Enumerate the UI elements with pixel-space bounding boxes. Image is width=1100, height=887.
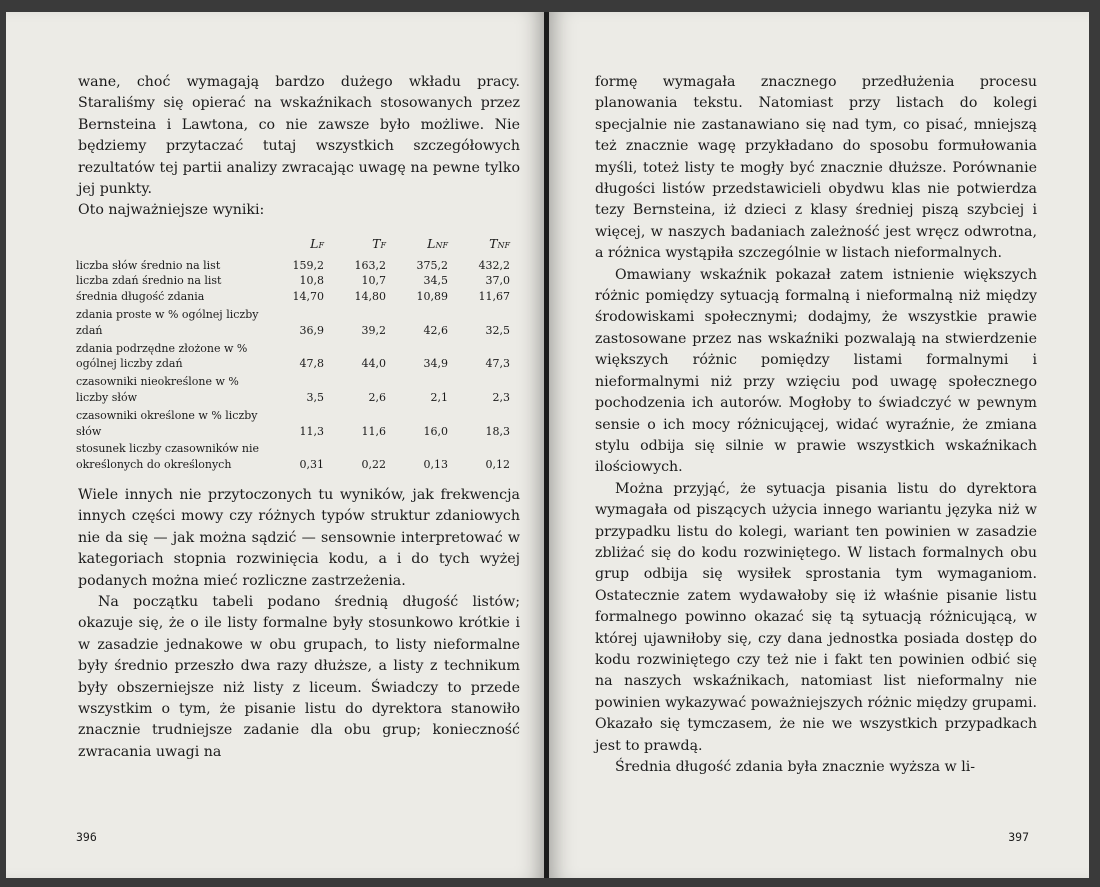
column-header: TF [372, 235, 386, 251]
page-number: 397 [1008, 830, 1029, 844]
paragraph: Na początku tabeli podano średnią długość listów; okazuje się, że o ile listy formalne były stosunkowo krótkie i w zasadzie jednakowe w obu grupach, to listy nieformalne były średnio przeszło dwa razy dłuższe, a listy z technikum były obszerniejsze niż listy z liceum. Świadczy to przede wszystkim o tym, że pisanie listu do dyrektora stanowiło znacznie trudniejsze zadanie dla obu grup; konieczność zwracania uwagi na [78, 594, 520, 760]
row-label: czasowniki nieokreślone w % liczby słów [76, 375, 239, 405]
row-label: zdania podrzędne złożone w % ogólnej liczby zdań [76, 341, 248, 371]
cell: 3,5 [306, 391, 324, 405]
cell: 14,80 [354, 290, 386, 304]
paragraph: Średnia długość zdania była znacznie wyższa w li- [615, 759, 976, 775]
table-row [76, 372, 520, 406]
cell: 34,5 [423, 274, 448, 288]
right-page [549, 12, 1089, 878]
row-label: liczba słów średnio na list [76, 258, 221, 272]
cell: 10,7 [361, 274, 386, 288]
cell: 10,89 [416, 290, 448, 304]
cell: 375,2 [416, 258, 448, 272]
cell: 14,70 [292, 290, 324, 304]
row-label: średnia długość zdania [76, 290, 205, 304]
cell: 0,12 [485, 458, 510, 472]
row-label: liczba zdań średnio na list [76, 274, 222, 288]
cell: 2,6 [368, 391, 386, 405]
left-page [6, 12, 544, 878]
paragraph: Można przyjąć, że sytuacja pisania listu do dyrektora wymagała od piszących użycia innego wariantu języka niż w przypadku listu do kolegi, wariant ten powinien w zasadzie zbliżać się do kodu rozwiniętego. W listach formalnych obu grup odbija się wysiłek sprostania tym wymaganiom. Ostatecznie zatem wydawałoby się iż właśnie pisanie listu formalnego powinno okazać się tą sytuacją różnicującą, w której ujawniłoby się, czy dana jednostka posiada dostęp do kodu rozwiniętego czy też nie i fakt ten powinien odbić się na naszych wskaźnikach, natomiast list nieformalny nie powinien wykazywać poważniejszych różnic między grupami. Okazało się tymczasem, że nie we wszystkich przypadkach jest to prawdą. [595, 480, 1037, 754]
cell: 42,6 [423, 323, 448, 337]
column-header: LNF [427, 235, 448, 251]
cell: 18,3 [485, 424, 510, 438]
cell: 37,0 [485, 274, 510, 288]
table-row [76, 439, 520, 473]
cell: 11,3 [299, 424, 324, 438]
paragraph: formę wymagała znacznego przedłużenia procesu planowania tekstu. Natomiast przy listach do kolegi specjalnie nie zastanawiano się nad tym, co pisać, mniejszą też znacznie wagę przykładano do sposobu formułowania myśli, toteż listy te mogły być znacznie dłuższe. Porównanie długości listów przedstawicieli obydwu klas nie potwierdza tezy Bernsteina, iż dzieci z klasy średniej piszą szybciej i więcej, w naszych badaniach zależność jest wręcz odwrotna, a różnica wystąpiła szczególnie w listach nieformalnych. [595, 74, 1037, 262]
table-header-row [76, 236, 520, 258]
table-row [76, 339, 520, 373]
column-header: TNF [489, 235, 510, 251]
table-row [76, 406, 520, 440]
table-row [76, 258, 520, 274]
cell: 47,3 [485, 357, 510, 371]
cell: 39,2 [361, 323, 386, 337]
row-label: stosunek liczby czasowników nie określonych do określonych [76, 442, 260, 472]
row-label: czasowniki określone w % liczby słów [76, 408, 258, 438]
row-label: zdania proste w % ogólnej liczby zdań [76, 308, 259, 337]
cell: 2,1 [430, 391, 448, 405]
cell: 163,2 [354, 258, 386, 272]
cell: 32,5 [485, 323, 510, 337]
table-row [76, 273, 520, 289]
cell: 44,0 [361, 357, 386, 371]
cell: 0,31 [299, 458, 324, 472]
cell: 2,3 [492, 391, 510, 405]
cell: 11,67 [478, 290, 510, 304]
cell: 0,22 [361, 458, 386, 472]
paragraph: Oto najważniejsze wyniki: [78, 202, 265, 219]
table-row [76, 289, 520, 305]
paragraph: wane, choć wymagają bardzo dużego wkładu pracy. Staraliśmy się opierać na wskaźnikach stosowanych przez Bernsteina i Lawtona, co nie zawsze było możliwe. Nie będziemy przytaczać tutaj wszystkich szczegółowych rezultatów tej partii analizy zwracając uwagę na pewne tylko jej punkty. [78, 74, 520, 198]
cell: 10,8 [299, 274, 324, 288]
cell: 11,6 [361, 424, 386, 438]
cell: 0,13 [423, 458, 448, 472]
results-table [76, 236, 520, 473]
cell: 34,9 [423, 357, 448, 371]
cell: 36,9 [299, 323, 324, 337]
paragraph: Wiele innych nie przytoczonych tu wyników, jak frekwencja innych części mowy czy różnych typów struktur zdaniowych nie da się — jak można sądzić — sensownie interpretować w kategoriach stopnia rozwinięcia kodu, a i do tych wyżej podanych można mieć rozliczne zastrzeżenia. [78, 487, 520, 589]
cell: 159,2 [292, 258, 324, 272]
cell: 16,0 [423, 424, 448, 438]
cell: 47,8 [299, 357, 324, 371]
page-number: 396 [76, 830, 97, 844]
column-header: LF [310, 235, 324, 251]
cell: 432,2 [478, 258, 510, 272]
paragraph: Omawiany wskaźnik pokazał zatem istnienie większych różnic pomiędzy sytuacją formalną i nieformalną niż między środowiskami społecznymi; dodajmy, że wszystkie prawie zastosowane przez nas wskaźniki pozwalają na stwierdzenie większych różnic pomiędzy listami formalnymi i nieformalnymi niż przy wzięciu pod uwagę społecznego pochodzenia ich autorów. Mogłoby to świadczyć w pewnym sensie o ich mocy różnicującej, widać wyraźnie, że zmiana stylu odbija się silnie w prawie wszystkich wskaźnikach ilościowych. [595, 266, 1037, 476]
table-row [76, 305, 520, 339]
